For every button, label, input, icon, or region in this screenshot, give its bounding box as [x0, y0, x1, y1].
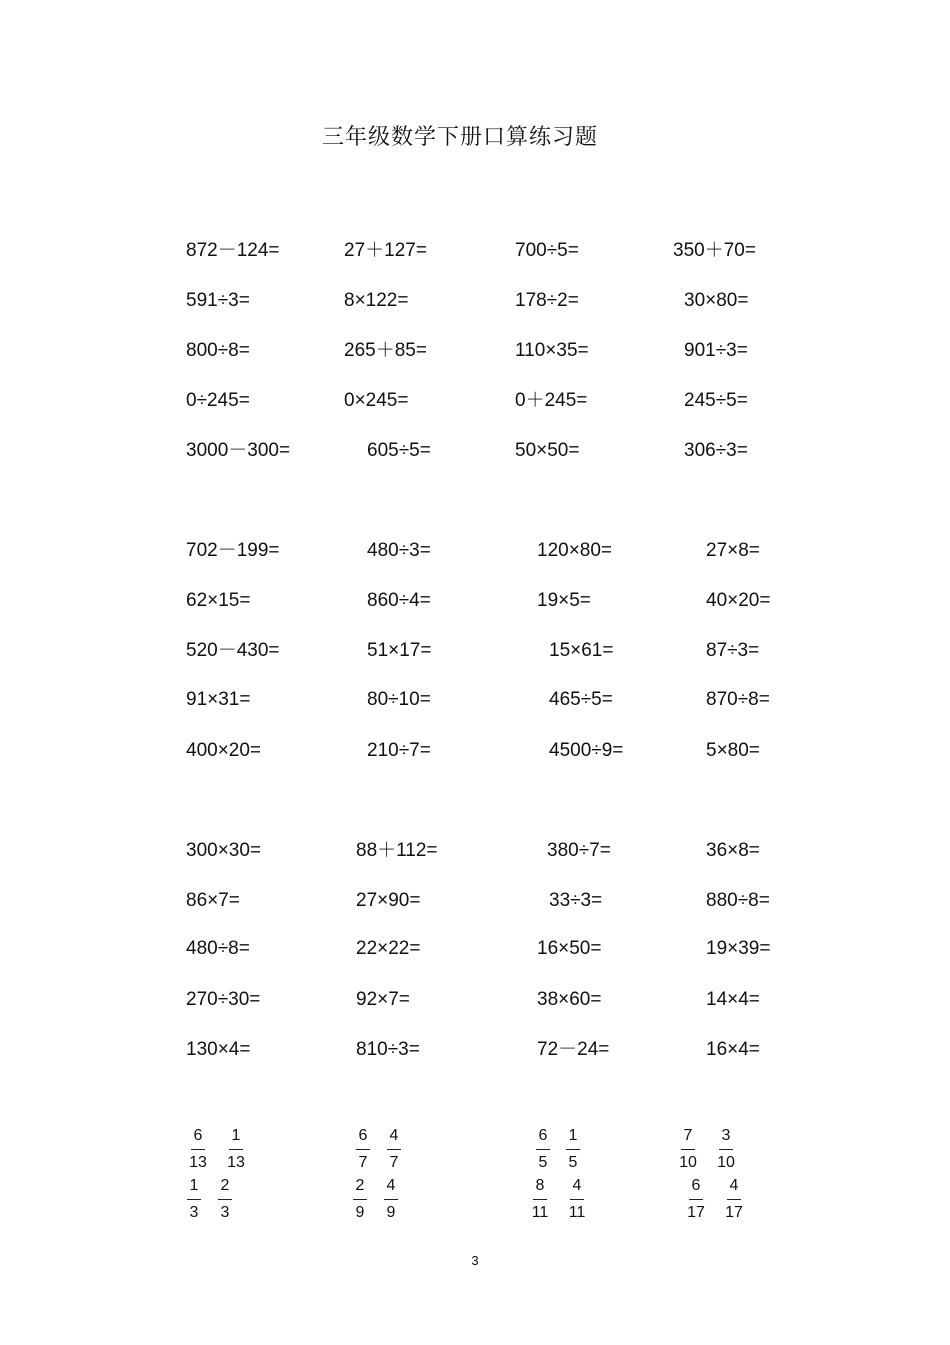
worksheet-title: 三年级数学下册口算练习题 [321, 125, 598, 150]
problem-item: 265＋85= [344, 340, 427, 361]
fraction-denominator: 3 [220, 1204, 230, 1221]
problem-item: 86×7= [186, 890, 240, 911]
problem-item: 27×90= [356, 890, 421, 911]
fraction [346, 1175, 374, 1224]
fraction-numerator: 2 [353, 1175, 368, 1200]
problem-item: 702－199= [186, 540, 280, 561]
fraction-numerator: 6 [356, 1125, 371, 1150]
fraction-denominator: 9 [386, 1204, 396, 1221]
problem-item: 465÷5= [549, 689, 613, 710]
fraction-numerator: 1 [566, 1125, 581, 1150]
problem-item: 30×80= [684, 290, 749, 311]
problem-item: 87÷3= [706, 640, 760, 661]
problem-item: 0÷245= [186, 390, 250, 411]
problem-item: 810÷3= [356, 1039, 420, 1060]
problem-item: 22×22= [356, 938, 421, 959]
problem-item: 88＋112= [356, 840, 438, 861]
fraction [211, 1175, 239, 1224]
problem-item: 0＋245= [515, 390, 588, 411]
fraction-denominator: 7 [358, 1154, 368, 1171]
fraction [712, 1125, 740, 1174]
fraction [380, 1125, 408, 1174]
problem-item: 0×245= [344, 390, 409, 411]
problem-item: 178÷2= [515, 290, 579, 311]
fraction [184, 1125, 212, 1174]
fraction-numerator: 1 [229, 1125, 244, 1150]
problem-item: 19×39= [706, 938, 771, 959]
fraction-denominator: 10 [717, 1154, 735, 1171]
fraction-numerator: 6 [536, 1125, 551, 1150]
fraction [559, 1125, 587, 1174]
fraction-denominator: 10 [679, 1154, 697, 1171]
fraction-numerator: 3 [719, 1125, 734, 1150]
fraction-numerator: 4 [727, 1175, 742, 1200]
problem-item: 901÷3= [684, 340, 748, 361]
problem-item: 380÷7= [547, 840, 611, 861]
problem-item: 520－430= [186, 640, 280, 661]
problem-item: 33÷3= [549, 890, 603, 911]
fraction-numerator: 1 [187, 1175, 202, 1200]
fraction-numerator: 4 [387, 1125, 402, 1150]
fraction-denominator: 9 [355, 1204, 365, 1221]
fraction-denominator: 3 [189, 1204, 199, 1221]
problem-item: 860÷4= [367, 590, 431, 611]
problem-item: 400×20= [186, 740, 262, 761]
problem-item: 40×20= [706, 590, 771, 611]
problem-item: 92×7= [356, 989, 410, 1010]
problem-item: 800÷8= [186, 340, 250, 361]
problem-item: 300×30= [186, 840, 262, 861]
problem-item: 245÷5= [684, 390, 748, 411]
problem-item: 50×50= [515, 440, 580, 461]
fraction [377, 1175, 405, 1224]
problem-item: 4500÷9= [549, 740, 624, 761]
fraction [526, 1175, 554, 1224]
fraction-denominator: 17 [725, 1204, 743, 1221]
problem-item: 591÷3= [186, 290, 250, 311]
problem-item: 306÷3= [684, 440, 748, 461]
problem-item: 870÷8= [706, 689, 770, 710]
problem-item: 110×35= [515, 340, 589, 361]
problem-item: 16×50= [537, 938, 602, 959]
problem-item: 480÷8= [186, 938, 250, 959]
problem-item: 3000－300= [186, 440, 291, 461]
problem-item: 5×80= [706, 740, 760, 761]
fraction-denominator: 13 [189, 1154, 207, 1171]
fraction-numerator: 7 [681, 1125, 696, 1150]
problem-item: 8×122= [344, 290, 409, 311]
page-number: 3 [471, 1253, 479, 1268]
fraction-denominator: 11 [531, 1204, 549, 1221]
problem-item: 51×17= [367, 640, 432, 661]
fraction-denominator: 5 [568, 1154, 578, 1171]
fraction [682, 1175, 710, 1224]
problem-item: 605÷5= [367, 440, 431, 461]
fraction [563, 1175, 591, 1224]
fraction [180, 1175, 208, 1224]
problem-item: 130×4= [186, 1039, 251, 1060]
problem-item: 480÷3= [367, 540, 431, 561]
problem-item: 872－124= [186, 240, 280, 261]
problem-item: 91×31= [186, 689, 251, 710]
problem-item: 880÷8= [706, 890, 770, 911]
fraction [720, 1175, 748, 1224]
fraction-denominator: 5 [538, 1154, 548, 1171]
fraction [674, 1125, 702, 1174]
fraction-numerator: 6 [191, 1125, 206, 1150]
fraction-numerator: 4 [570, 1175, 585, 1200]
problem-item: 120×80= [537, 540, 613, 561]
problem-item: 700÷5= [515, 240, 579, 261]
problem-item: 19×5= [537, 590, 591, 611]
problem-item: 15×61= [549, 640, 614, 661]
fraction [529, 1125, 557, 1174]
fraction [222, 1125, 250, 1174]
problem-item: 62×15= [186, 590, 251, 611]
problem-item: 80÷10= [367, 689, 431, 710]
fraction-denominator: 17 [687, 1204, 705, 1221]
problem-item: 16×4= [706, 1039, 760, 1060]
problem-item: 38×60= [537, 989, 602, 1010]
fraction-numerator: 2 [218, 1175, 233, 1200]
problem-item: 27×8= [706, 540, 760, 561]
problem-item: 210÷7= [367, 740, 431, 761]
problem-item: 350＋70= [673, 240, 756, 261]
problem-item: 270÷30= [186, 989, 261, 1010]
problem-item: 72－24= [537, 1039, 610, 1060]
problem-item: 27＋127= [344, 240, 427, 261]
fraction-denominator: 13 [227, 1154, 245, 1171]
fraction-numerator: 8 [533, 1175, 548, 1200]
fraction-denominator: 7 [389, 1154, 399, 1171]
fraction-denominator: 11 [568, 1204, 586, 1221]
fraction-numerator: 4 [384, 1175, 399, 1200]
fraction-numerator: 6 [689, 1175, 704, 1200]
problem-item: 36×8= [706, 840, 760, 861]
problem-item: 14×4= [706, 989, 760, 1010]
fraction [349, 1125, 377, 1174]
